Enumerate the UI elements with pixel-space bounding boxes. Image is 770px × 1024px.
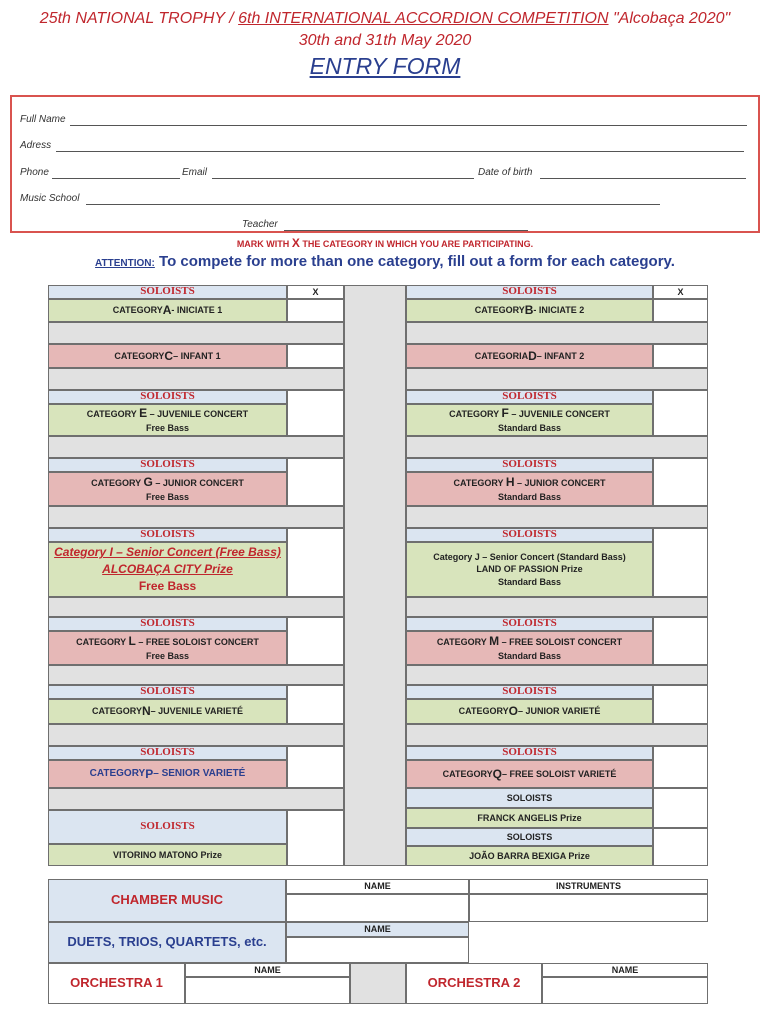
attention-label: ATTENTION: xyxy=(95,258,155,269)
duets-name-header: NAME xyxy=(286,922,469,937)
soloists-header-h: SOLOISTS xyxy=(406,458,653,472)
category-e-checkbox[interactable] xyxy=(287,390,344,436)
competition-edition: "Alcobaça 2020" xyxy=(608,10,731,27)
category-l-label: CATEGORY L – FREE SOLOIST CONCERT Free Bass xyxy=(48,631,287,665)
spacer-row xyxy=(48,665,344,685)
spacer-row xyxy=(406,724,708,746)
category-f-checkbox[interactable] xyxy=(653,390,708,436)
spacer-row xyxy=(48,724,344,746)
orchestra-1-name-header: NAME xyxy=(185,963,350,977)
adress-field[interactable] xyxy=(56,151,744,152)
orchestra-divider xyxy=(350,963,406,1004)
spacer-row xyxy=(48,322,344,344)
phone-label: Phone xyxy=(20,167,49,178)
full-name-field[interactable] xyxy=(70,125,747,126)
spacer-row xyxy=(406,322,708,344)
chamber-instruments-header: INSTRUMENTS xyxy=(469,879,708,894)
soloists-header-e: SOLOISTS xyxy=(48,390,287,404)
music-school-field[interactable] xyxy=(86,204,660,205)
category-h-checkbox[interactable] xyxy=(653,458,708,506)
soloists-header-l: SOLOISTS xyxy=(48,617,287,631)
category-b-label: CATEGORY B - INICIATE 2 xyxy=(406,299,653,322)
orchestra-1-name-field[interactable] xyxy=(185,977,350,1004)
category-i-checkbox[interactable] xyxy=(287,528,344,597)
category-d-label: CATEGORIA D – INFANT 2 xyxy=(406,344,653,368)
category-g-checkbox[interactable] xyxy=(287,458,344,506)
spacer-row xyxy=(406,506,708,528)
attention-notice xyxy=(0,253,770,270)
chamber-name-field[interactable] xyxy=(286,894,469,922)
spacer-row xyxy=(406,597,708,617)
category-m-label: CATEGORY M – FREE SOLOIST CONCERT Standard Bass xyxy=(406,631,653,665)
category-m-checkbox[interactable] xyxy=(653,617,708,665)
spacer-row xyxy=(406,665,708,685)
category-c-label: CATEGORY C – INFANT 1 xyxy=(48,344,287,368)
chamber-instruments-field[interactable] xyxy=(469,894,708,922)
franck-angelis-checkbox[interactable] xyxy=(653,788,708,828)
spacer-row xyxy=(48,506,344,528)
category-o-label: CATEGORY O – JUNIOR VARIETÉ xyxy=(406,699,653,724)
soloists-prize-vitorino: SOLOISTS xyxy=(48,810,287,844)
category-o-checkbox[interactable] xyxy=(653,685,708,724)
mark-instruction-start: MARK WITH xyxy=(236,239,292,249)
center-divider-column xyxy=(344,285,406,866)
category-e-label: CATEGORY E – JUVENILE CONCERT Free Bass xyxy=(48,404,287,436)
competition-name: 6th INTERNATIONAL ACCORDION COMPETITION xyxy=(238,10,609,27)
soloists-joao-header: SOLOISTS xyxy=(406,828,653,846)
orchestra-2-name-field[interactable] xyxy=(542,977,708,1004)
spacer-row xyxy=(48,788,344,810)
vitorino-matono-checkbox[interactable] xyxy=(287,810,344,866)
email-label: Email xyxy=(182,167,208,178)
email-field[interactable] xyxy=(212,178,474,179)
soloists-header-j: SOLOISTS xyxy=(406,528,653,542)
duets-trios-label: DUETS, TRIOS, QUARTETS, etc. xyxy=(48,922,286,963)
category-q-label: CATEGORY Q – FREE SOLOIST VARIETÉ xyxy=(406,760,653,788)
full-name-label: Full Name xyxy=(20,114,66,125)
category-a-label: CATEGORY A - INICIATE 1 xyxy=(48,299,287,322)
category-n-label: CATEGORY N – JUVENILE VARIETÉ xyxy=(48,699,287,724)
soloists-header-q: SOLOISTS xyxy=(406,746,653,760)
category-p-label: CATEGORY P – SENIOR VARIETÉ xyxy=(48,760,287,788)
category-d-checkbox[interactable] xyxy=(653,344,708,368)
vitorino-matono-prize-label: VITORINO MATONO Prize xyxy=(48,844,287,866)
category-l-checkbox[interactable] xyxy=(287,617,344,665)
music-school-label: Music School xyxy=(20,193,80,204)
category-f-label: CATEGORY F – JUVENILE CONCERT Standard Bass xyxy=(406,404,653,436)
mark-instruction xyxy=(0,236,770,250)
soloists-header-n: SOLOISTS xyxy=(48,685,287,699)
soloists-header-g: SOLOISTS xyxy=(48,458,287,472)
attention-text: To compete for more than one category, fill out a form for each category. xyxy=(154,253,675,270)
date-of-birth-field[interactable] xyxy=(540,178,746,179)
joao-barra-bexiga-checkbox[interactable] xyxy=(653,828,708,866)
joao-barra-bexiga-prize-label: JOÃO BARRA BEXIGA Prize xyxy=(406,846,653,866)
teacher-field[interactable] xyxy=(284,230,528,231)
category-b-checkbox[interactable] xyxy=(653,299,708,322)
category-p-checkbox[interactable] xyxy=(287,746,344,788)
chamber-music-label: CHAMBER MUSIC xyxy=(48,879,286,922)
mark-x-letter: X xyxy=(291,236,300,250)
header-dates: 30th and 31th May 2020 xyxy=(298,32,472,49)
soloists-header-p: SOLOISTS xyxy=(48,746,287,760)
soloists-header-i: SOLOISTS xyxy=(48,528,287,542)
category-c-checkbox[interactable] xyxy=(287,344,344,368)
franck-angelis-prize-label: FRANCK ANGELIS Prize xyxy=(406,808,653,828)
category-h-label: CATEGORY H – JUNIOR CONCERT Standard Bass xyxy=(406,472,653,506)
x-column-header-left: X xyxy=(287,285,344,299)
category-g-label: CATEGORY G – JUNIOR CONCERT Free Bass xyxy=(48,472,287,506)
spacer-row xyxy=(406,368,708,390)
date-of-birth-label: Date of birth xyxy=(478,167,533,178)
spacer-row xyxy=(406,436,708,458)
category-n-checkbox[interactable] xyxy=(287,685,344,724)
category-j-checkbox[interactable] xyxy=(653,528,708,597)
category-q-checkbox[interactable] xyxy=(653,746,708,788)
teacher-label: Teacher xyxy=(242,219,278,230)
soloists-franck-header: SOLOISTS xyxy=(406,788,653,808)
orchestra-2-name-header: NAME xyxy=(542,963,708,977)
soloists-header-a: SOLOISTS xyxy=(48,285,287,299)
phone-field[interactable] xyxy=(52,178,180,179)
category-a-checkbox[interactable] xyxy=(287,299,344,322)
adress-label: Adress xyxy=(20,140,52,151)
orchestra-1-label: ORCHESTRA 1 xyxy=(48,963,185,1004)
category-j-label: Category J – Senior Concert (Standard Bass) LAND OF PASSION Prize Standard Bass xyxy=(406,542,653,597)
spacer-row xyxy=(48,368,344,390)
soloists-header-f: SOLOISTS xyxy=(406,390,653,404)
form-title: ENTRY FORM xyxy=(309,53,461,79)
x-column-header-right: X xyxy=(653,285,708,299)
soloists-header-o: SOLOISTS xyxy=(406,685,653,699)
soloists-header-b: SOLOISTS xyxy=(406,285,653,299)
chamber-name-header: NAME xyxy=(286,879,469,894)
mark-instruction-end: THE CATEGORY IN WHICH YOU ARE PARTICIPATING. xyxy=(299,239,534,249)
category-i-label: Category I – Senior Concert (Free Bass) ALCOBAÇA CITY Prize Free Bass xyxy=(48,542,287,597)
orchestra-2-label: ORCHESTRA 2 xyxy=(406,963,542,1004)
header-line-1 xyxy=(0,10,770,28)
personal-info-box xyxy=(10,95,760,233)
duets-name-field[interactable] xyxy=(286,937,469,963)
soloists-header-m: SOLOISTS xyxy=(406,617,653,631)
spacer-row xyxy=(48,597,344,617)
spacer-row xyxy=(48,436,344,458)
national-trophy-text: 25th NATIONAL TROPHY / xyxy=(39,10,239,27)
